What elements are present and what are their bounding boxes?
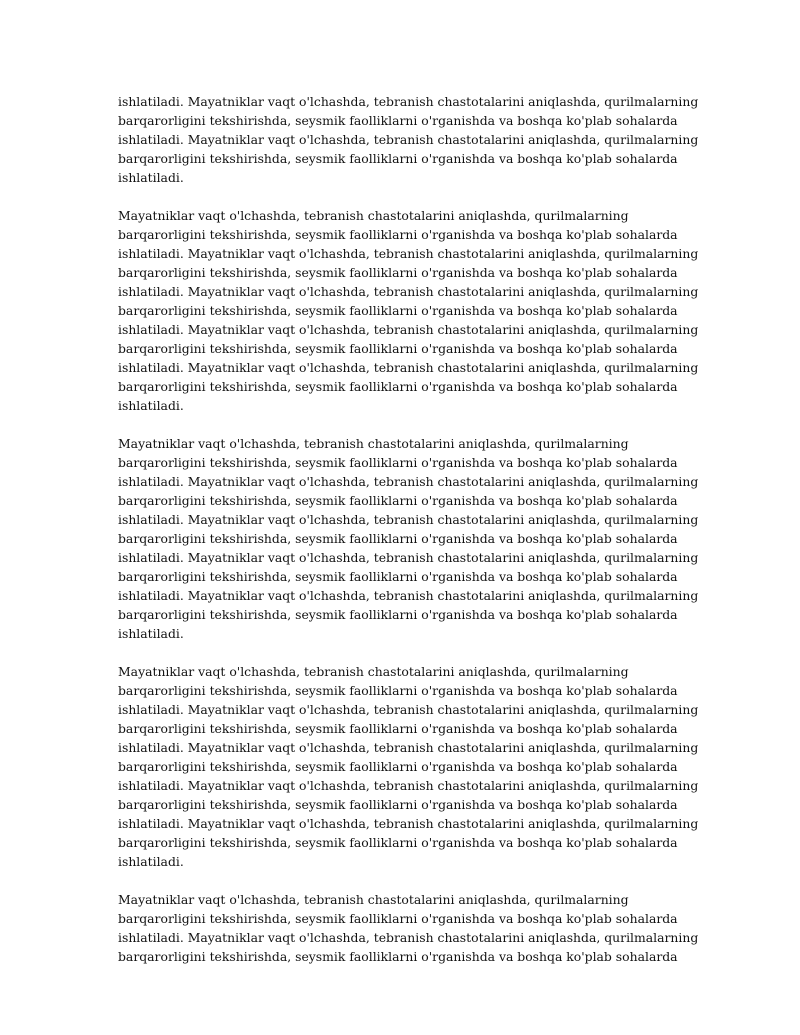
paragraph-1 (118, 92, 699, 187)
text-line: ishlatiladi. Mayatniklar vaqt o'lchashda, tebranish chastotalarini aniqlashda, qurilmalarning (118, 360, 699, 375)
text-line: ishlatiladi. Mayatniklar vaqt o'lchashda, tebranish chastotalarini aniqlashda, qurilmalarning (118, 94, 699, 109)
text-line: ishlatiladi. Mayatniklar vaqt o'lchashda, tebranish chastotalarini aniqlashda, qurilmalarning (118, 588, 699, 603)
text-line: ishlatiladi. Mayatniklar vaqt o'lchashda, tebranish chastotalarini aniqlashda, qurilmalarning (118, 816, 699, 831)
text-line: Mayatniklar vaqt o'lchashda, tebranish chastotalarini aniqlashda, qurilmalarning (118, 892, 629, 907)
text-line: barqarorligini tekshirishda, seysmik faolliklarni o'rganishda va boshqa ko'plab sohalarda (118, 911, 678, 926)
paragraph-3 (118, 434, 699, 643)
text-line: barqarorligini tekshirishda, seysmik faolliklarni o'rganishda va boshqa ko'plab sohalarda (118, 341, 678, 356)
text-line: barqarorligini tekshirishda, seysmik faolliklarni o'rganishda va boshqa ko'plab sohalarda (118, 493, 678, 508)
text-line: barqarorligini tekshirishda, seysmik faolliklarni o'rganishda va boshqa ko'plab sohalarda (118, 721, 678, 736)
text-line: ishlatiladi. Mayatniklar vaqt o'lchashda, tebranish chastotalarini aniqlashda, qurilmalarning (118, 246, 699, 261)
text-line: barqarorligini tekshirishda, seysmik faolliklarni o'rganishda va boshqa ko'plab sohalarda (118, 797, 678, 812)
text-line: barqarorligini tekshirishda, seysmik faolliklarni o'rganishda va boshqa ko'plab sohalarda (118, 759, 678, 774)
text-line: barqarorligini tekshirishda, seysmik faolliklarni o'rganishda va boshqa ko'plab sohalarda (118, 151, 678, 166)
text-line: barqarorligini tekshirishda, seysmik faolliklarni o'rganishda va boshqa ko'plab sohalarda (118, 607, 678, 622)
text-line: barqarorligini tekshirishda, seysmik faolliklarni o'rganishda va boshqa ko'plab sohalarda (118, 303, 678, 318)
text-line: barqarorligini tekshirishda, seysmik faolliklarni o'rganishda va boshqa ko'plab sohalarda (118, 227, 678, 242)
text-line: ishlatiladi. Mayatniklar vaqt o'lchashda, tebranish chastotalarini aniqlashda, qurilmalarning (118, 322, 699, 337)
text-line: ishlatiladi. Mayatniklar vaqt o'lchashda, tebranish chastotalarini aniqlashda, qurilmalarning (118, 778, 699, 793)
text-line: barqarorligini tekshirishda, seysmik faolliklarni o'rganishda va boshqa ko'plab sohalarda (118, 949, 678, 964)
text-line: barqarorligini tekshirishda, seysmik faolliklarni o'rganishda va boshqa ko'plab sohalarda (118, 455, 678, 470)
text-line: ishlatiladi. Mayatniklar vaqt o'lchashda, tebranish chastotalarini aniqlashda, qurilmalarning (118, 550, 699, 565)
text-line: barqarorligini tekshirishda, seysmik faolliklarni o'rganishda va boshqa ko'plab sohalarda (118, 683, 678, 698)
text-line: ishlatiladi. (118, 398, 184, 413)
text-line: barqarorligini tekshirishda, seysmik faolliklarni o'rganishda va boshqa ko'plab sohalarda (118, 265, 678, 280)
text-line: Mayatniklar vaqt o'lchashda, tebranish chastotalarini aniqlashda, qurilmalarning (118, 664, 629, 679)
text-line: ishlatiladi. (118, 854, 184, 869)
paragraph-5 (118, 890, 699, 966)
text-line: Mayatniklar vaqt o'lchashda, tebranish chastotalarini aniqlashda, qurilmalarning (118, 436, 629, 451)
text-line: ishlatiladi. Mayatniklar vaqt o'lchashda, tebranish chastotalarini aniqlashda, qurilmalarning (118, 512, 699, 527)
text-line: ishlatiladi. Mayatniklar vaqt o'lchashda, tebranish chastotalarini aniqlashda, qurilmalarning (118, 740, 699, 755)
text-line: barqarorligini tekshirishda, seysmik faolliklarni o'rganishda va boshqa ko'plab sohalarda (118, 113, 678, 128)
text-line: ishlatiladi. (118, 170, 184, 185)
paragraph-2 (118, 206, 699, 415)
document-page (118, 92, 699, 985)
paragraph-4 (118, 662, 699, 871)
text-line: ishlatiladi. Mayatniklar vaqt o'lchashda, tebranish chastotalarini aniqlashda, qurilmalarning (118, 930, 699, 945)
text-line: ishlatiladi. Mayatniklar vaqt o'lchashda, tebranish chastotalarini aniqlashda, qurilmalarning (118, 474, 699, 489)
text-line: ishlatiladi. Mayatniklar vaqt o'lchashda, tebranish chastotalarini aniqlashda, qurilmalarning (118, 132, 699, 147)
text-line: ishlatiladi. Mayatniklar vaqt o'lchashda, tebranish chastotalarini aniqlashda, qurilmalarning (118, 284, 699, 299)
text-line: ishlatiladi. (118, 626, 184, 641)
text-line: barqarorligini tekshirishda, seysmik faolliklarni o'rganishda va boshqa ko'plab sohalarda (118, 379, 678, 394)
text-line: barqarorligini tekshirishda, seysmik faolliklarni o'rganishda va boshqa ko'plab sohalarda (118, 835, 678, 850)
text-line: Mayatniklar vaqt o'lchashda, tebranish chastotalarini aniqlashda, qurilmalarning (118, 208, 629, 223)
text-line: barqarorligini tekshirishda, seysmik faolliklarni o'rganishda va boshqa ko'plab sohalarda (118, 531, 678, 546)
text-line: ishlatiladi. Mayatniklar vaqt o'lchashda, tebranish chastotalarini aniqlashda, qurilmalarning (118, 702, 699, 717)
text-line: barqarorligini tekshirishda, seysmik faolliklarni o'rganishda va boshqa ko'plab sohalarda (118, 569, 678, 584)
